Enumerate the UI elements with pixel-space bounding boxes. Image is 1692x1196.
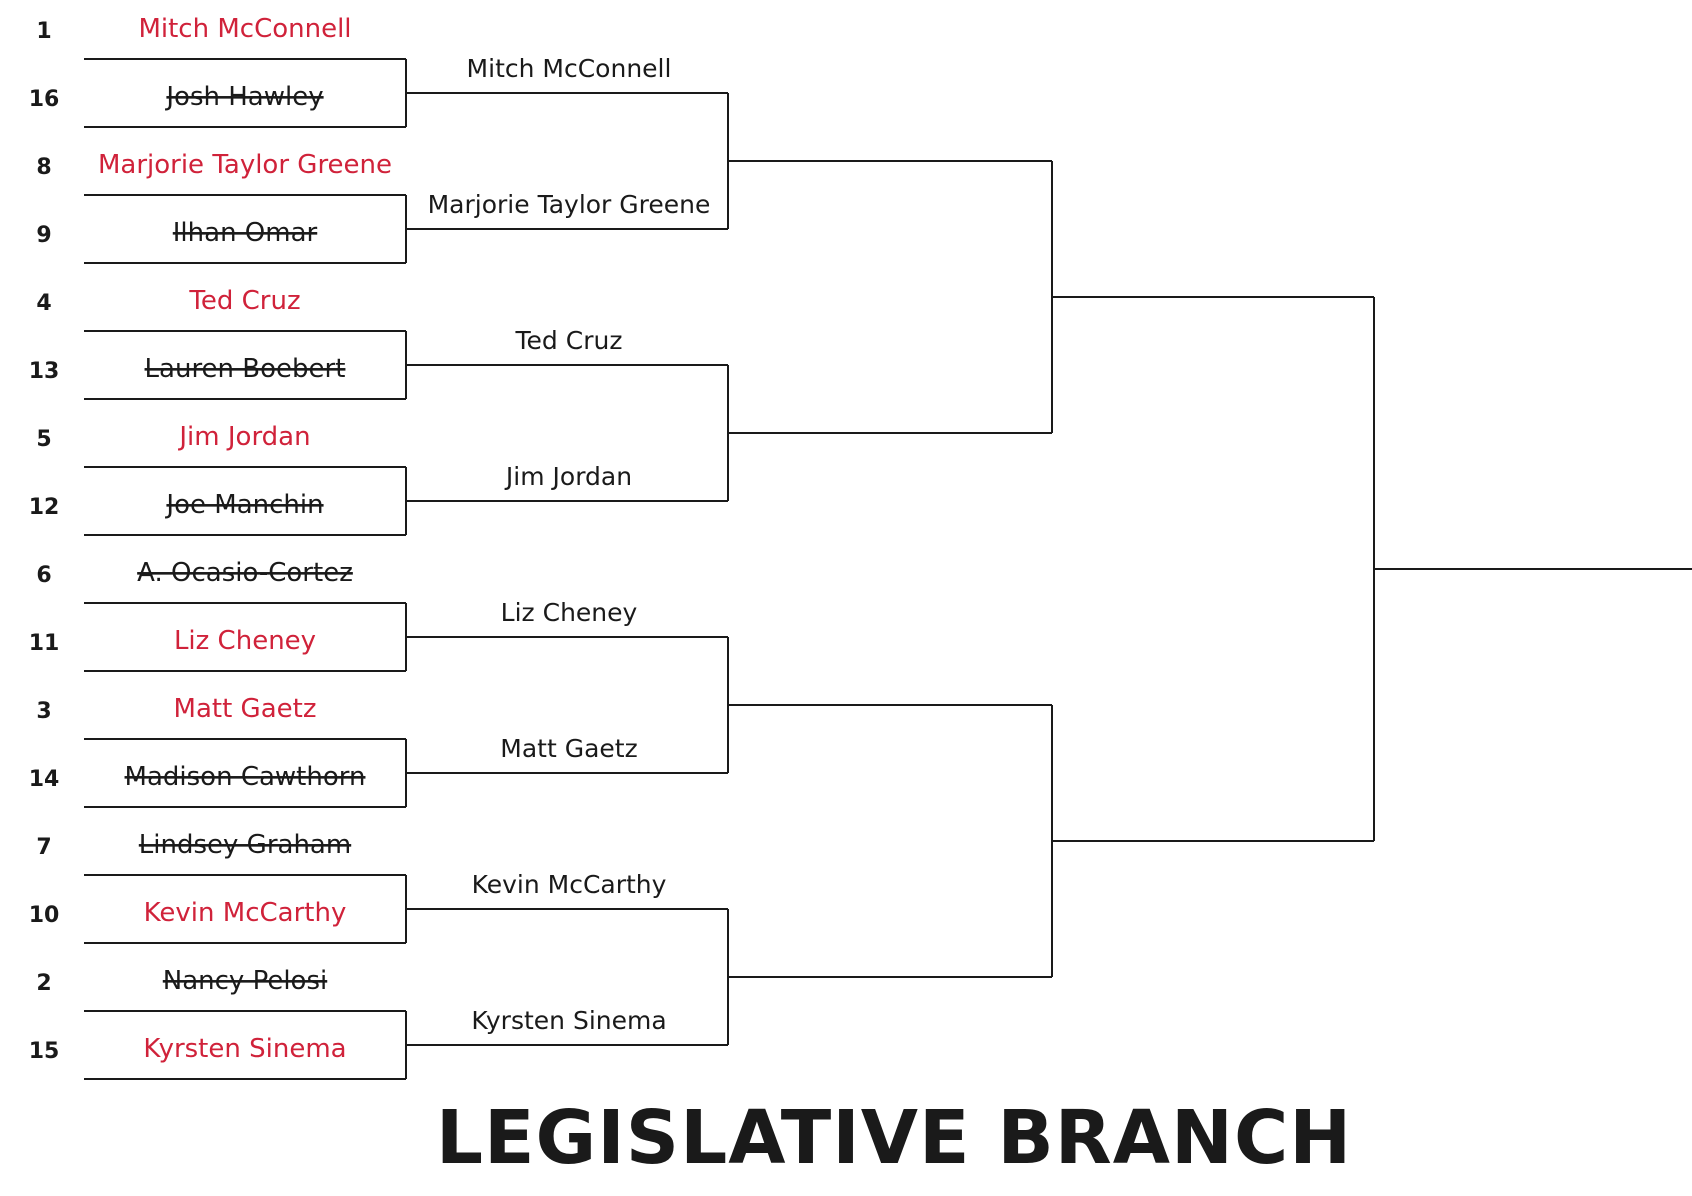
contestant-name: Lauren Boebert bbox=[144, 354, 346, 384]
seed-number: 4 bbox=[36, 291, 52, 316]
contestant-name: Lindsey Graham bbox=[138, 830, 352, 860]
round2-name: Liz Cheney bbox=[500, 598, 638, 627]
contestant-name: Kyrsten Sinema bbox=[143, 1034, 347, 1064]
contestant-name: Josh Hawley bbox=[166, 82, 324, 112]
contestant-name: Marjorie Taylor Greene bbox=[97, 150, 393, 180]
seed-number: 12 bbox=[28, 495, 60, 520]
round2-name: Kevin McCarthy bbox=[471, 870, 667, 899]
round2-name: Ted Cruz bbox=[515, 326, 623, 355]
seed-number: 13 bbox=[28, 359, 60, 384]
round2-names bbox=[428, 54, 711, 1035]
seed-number: 3 bbox=[36, 699, 52, 724]
seed-number: 10 bbox=[28, 903, 60, 928]
round2-name: Marjorie Taylor Greene bbox=[427, 190, 711, 219]
bracket-title: LEGISLATIVE BRANCH bbox=[435, 1095, 1353, 1181]
contestant-name: Mitch McConnell bbox=[138, 14, 352, 44]
contestant-name: Madison Cawthorn bbox=[124, 762, 366, 792]
contestant-name: Kevin McCarthy bbox=[143, 898, 347, 928]
seed-number: 7 bbox=[36, 835, 52, 860]
seed-number: 16 bbox=[28, 87, 60, 112]
contestant-name: Nancy Pelosi bbox=[162, 966, 328, 996]
seed-number: 1 bbox=[36, 19, 52, 44]
seed-number: 6 bbox=[36, 563, 52, 588]
seed-number: 9 bbox=[36, 223, 52, 248]
contestant-name: Joe Manchin bbox=[166, 490, 324, 520]
round1-names bbox=[98, 14, 392, 1064]
seed-number: 2 bbox=[36, 971, 52, 996]
contestant-name: A. Ocasio-Cortez bbox=[137, 558, 353, 588]
round2-name: Matt Gaetz bbox=[500, 734, 638, 763]
contestant-name: Ted Cruz bbox=[189, 286, 301, 316]
seed-number: 5 bbox=[36, 427, 52, 452]
seed-number: 14 bbox=[28, 767, 60, 792]
seed-number: 15 bbox=[28, 1039, 60, 1064]
seed-number: 11 bbox=[28, 631, 60, 656]
seed-numbers bbox=[29, 19, 60, 1064]
contestant-name: Liz Cheney bbox=[173, 626, 317, 656]
round2-name: Jim Jordan bbox=[505, 462, 633, 491]
contestant-name: Matt Gaetz bbox=[173, 694, 317, 724]
contestant-name: Ilhan Omar bbox=[172, 218, 318, 248]
round2-name: Mitch McConnell bbox=[466, 54, 672, 83]
seed-number: 8 bbox=[36, 155, 52, 180]
contestant-name: Jim Jordan bbox=[179, 422, 311, 452]
round2-name: Kyrsten Sinema bbox=[471, 1006, 667, 1035]
